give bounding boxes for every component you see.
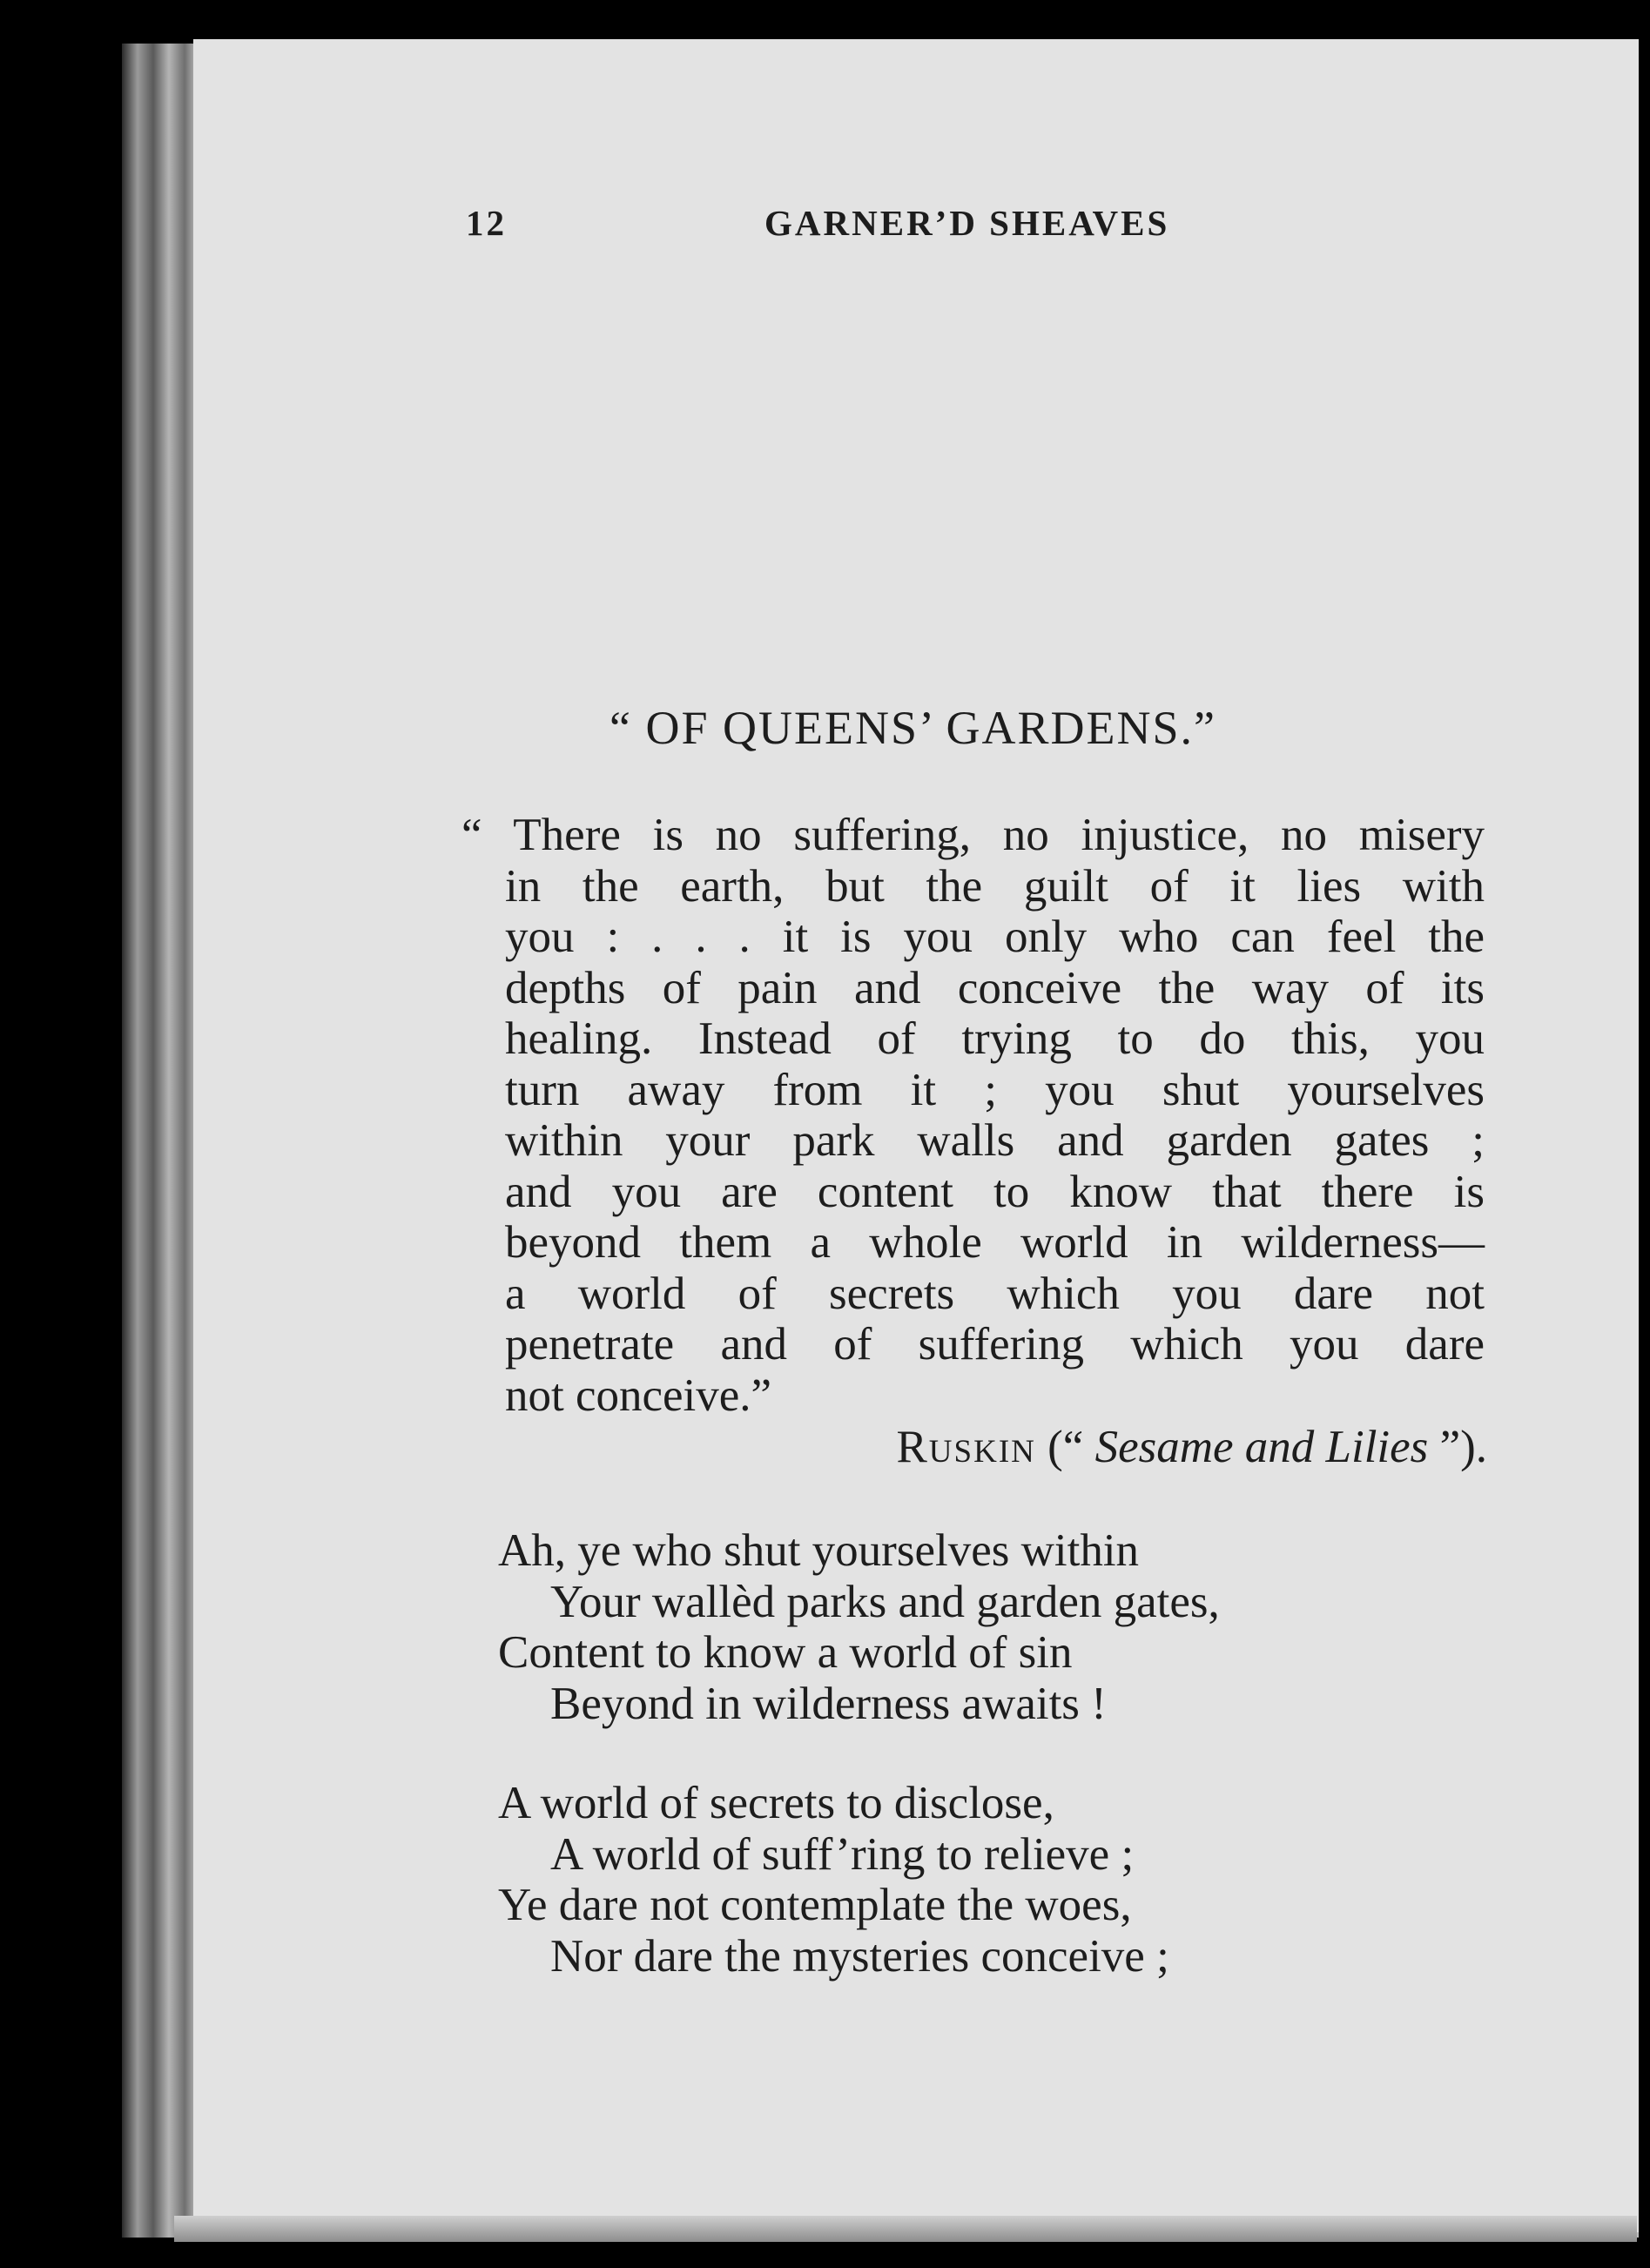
verse-line: Nor dare the mysteries conceive ; (550, 1930, 1169, 1982)
epigraph-line: penetrate and of suffering which you dare (505, 1319, 1485, 1370)
verse-line: Your wallèd parks and garden gates, (550, 1576, 1220, 1627)
epigraph-line: a world of secrets which you dare not (505, 1268, 1485, 1319)
epigraph-line: turn away from it ; you shut yourselves (505, 1064, 1485, 1115)
epigraph-attribution (756, 1421, 1487, 1473)
epigraph-line: in the earth, but the guilt of it lies with (505, 860, 1485, 912)
epigraph-line: not conceive.” (505, 1370, 772, 1421)
epigraph-line: and you are content to know that there is (505, 1166, 1485, 1217)
attribution-author: Ruskin (896, 1422, 1036, 1472)
attribution-open: (“ (1035, 1422, 1095, 1472)
verse-line: Ah, ye who shut yourselves within (498, 1525, 1140, 1576)
verse-line: Content to know a world of sin (498, 1627, 1073, 1678)
book-title: GARNER’D SHEAVES (764, 203, 1170, 243)
book-spine (122, 44, 200, 2238)
verse-line: A world of secrets to disclose, (498, 1778, 1054, 1828)
epigraph-line: depths of pain and conceive the way of its (505, 962, 1485, 1013)
verse-line: Beyond in wilderness awaits ! (550, 1678, 1107, 1729)
epigraph-line: beyond them a whole world in wilderness— (505, 1217, 1485, 1268)
page-bottom-edge (174, 2216, 1637, 2242)
epigraph-line: within your park walls and garden gates ; (505, 1115, 1485, 1166)
epigraph-line: healing. Instead of trying to do this, you (505, 1013, 1485, 1064)
page-number: 12 (466, 203, 507, 243)
stanza-2 (498, 1778, 1169, 1982)
running-head (0, 202, 1650, 254)
attribution-work: Sesame and Lilies (1094, 1422, 1429, 1472)
verse-line: A world of suff’ring to relieve ; (550, 1828, 1135, 1880)
verse-line: Ye dare not contemplate the woes, (498, 1880, 1132, 1930)
attribution-close: ”). (1428, 1422, 1487, 1472)
epigraph-line: “ There is no suffering, no injustice, no misery (461, 810, 1485, 860)
poem-title: “ OF QUEENS’ GARDENS.” (609, 702, 1216, 754)
epigraph-quote (461, 810, 1485, 1421)
epigraph-line: you : . . . it is you only who can feel the (505, 912, 1485, 962)
stanza-1 (498, 1525, 1220, 1729)
